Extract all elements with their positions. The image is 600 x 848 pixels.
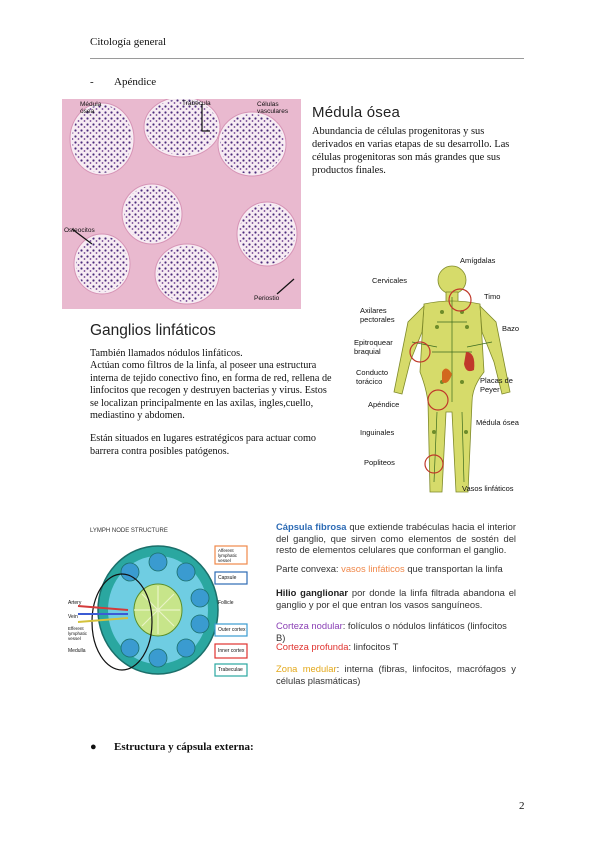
- label-epitroquear: Epitroquear braquial: [354, 338, 393, 356]
- desc-corteza-profunda-text: : linfocitos T: [348, 641, 399, 652]
- label-osteocitos: Osteocitos: [64, 227, 95, 234]
- label-conducto: Conducto torácico: [356, 368, 389, 386]
- term-vasos: vasos linfáticos: [341, 563, 405, 574]
- label-follicle: Follicle: [218, 600, 234, 606]
- desc-corteza-nodular-text: : folículos o nódulos linfáticos (linfocitos B): [276, 620, 507, 643]
- desc-hilio-text: por donde la linfa filtrada abandona el ganglio y por el que entran los vasos sanguíneos.: [276, 587, 516, 610]
- label-popliteos: Popliteos: [364, 458, 395, 467]
- term-hilio: Hilio ganglionar: [276, 587, 349, 598]
- desc-convexa-pre: Parte convexa:: [276, 563, 342, 574]
- label-axilares: Axilares pectorales: [360, 306, 395, 324]
- label-amigdalas: Amígdalas: [460, 256, 496, 265]
- bullet-icon: ●: [90, 741, 97, 753]
- label-timo: Timo: [484, 292, 501, 301]
- desc-capsula-text: que extiende trabéculas hacia el interior del ganglio, que sirven como elementos de sostén del resto de elementos celulares que conforman el ganglio.: [276, 521, 516, 556]
- lymph-node-structure-figure: [68, 528, 264, 680]
- section-label: Apéndice: [114, 76, 157, 88]
- desc-convexa: [276, 563, 516, 575]
- label-cervicales: Cervicales: [372, 276, 408, 285]
- bullet-item: [90, 741, 254, 753]
- desc-capsula: [276, 521, 516, 556]
- node-figure-title: LYMPH NODE STRUCTURE: [90, 528, 168, 534]
- bone-marrow-histology-image: [62, 99, 301, 309]
- ganglios-paragraph-1: También llamados nódulos linfáticos.: [90, 348, 243, 359]
- label-afferent: Afferent lymphatic vessel: [218, 548, 238, 563]
- dash-marker: -: [90, 76, 94, 88]
- label-apendice: Apéndice: [368, 400, 400, 409]
- label-inguinales: Inguinales: [360, 428, 395, 437]
- label-celulas: Células vasculares: [257, 101, 289, 115]
- page-number: 2: [519, 800, 525, 812]
- term-capsula: Cápsula fibrosa: [276, 521, 347, 532]
- medula-title: Médula ósea: [312, 104, 401, 121]
- label-efferent: Efferent lymphatic vessel: [68, 626, 88, 641]
- label-vein: Vein: [68, 614, 78, 620]
- label-capsule: Capsule: [218, 575, 237, 581]
- ganglios-paragraph-2: Actúan como filtros de la linfa, al poseer una estructura interna de tejido conectivo fino, en forma de red, rellena de linfocitos que recogen y destruyen bacterias y virus. Estos se localizan principalmente en las axilas, ingles,cuello, mediastino y abdomen.: [90, 360, 332, 422]
- label-inner-cortex: Inner cortex: [218, 648, 245, 654]
- bullet-label: Estructura y cápsula externa:: [114, 741, 254, 753]
- label-periostio: Periostio: [254, 295, 280, 302]
- term-corteza-nodular: Corteza nodular: [276, 620, 343, 631]
- ganglios-title: Ganglios linfáticos: [90, 322, 216, 339]
- desc-zona-medular: [276, 663, 516, 686]
- section-item: [90, 76, 156, 88]
- desc-corteza-profunda: [276, 641, 516, 653]
- term-corteza-profunda: Corteza profunda: [276, 641, 349, 652]
- label-vasos-linfaticos: Vasos linfáticos: [462, 484, 514, 493]
- desc-convexa-post: que transportan la linfa: [404, 563, 503, 574]
- label-bazo: Bazo: [502, 324, 520, 333]
- page-header: Citología general: [90, 36, 167, 48]
- ganglios-paragraph-3: Están situados en lugares estratégicos para actuar como barrera contra posibles patógenos.: [90, 433, 317, 457]
- label-outer-cortex: Outer cortex: [218, 627, 246, 633]
- desc-corteza-nodular: [276, 620, 516, 643]
- ganglios-text: [90, 348, 336, 458]
- desc-zona-medular-text: : interna (fibras, linfocitos, macrófagos y células plasmáticas): [276, 663, 516, 686]
- term-zona-medular: Zona medular: [276, 663, 337, 674]
- lymphatic-system-figure: [342, 252, 527, 502]
- label-medulla: Medulla: [68, 648, 86, 654]
- label-trabeculae: Trabeculae: [218, 667, 243, 673]
- medula-text: Abundancia de células progenitoras y sus derivados en varias etapas de su desarrollo. Las células progenitoras son más grandes que sus productos finales.: [312, 126, 510, 176]
- label-medula-osea: Médula ósea: [476, 418, 519, 427]
- label-artery: Artery: [68, 600, 82, 606]
- label-placas: Placas de Peyer: [480, 376, 513, 394]
- label-trabecula: Trabécula: [182, 100, 211, 107]
- label-medula: Médula ósea: [80, 101, 102, 115]
- header-divider: [90, 58, 524, 59]
- desc-hilio: [276, 587, 516, 610]
